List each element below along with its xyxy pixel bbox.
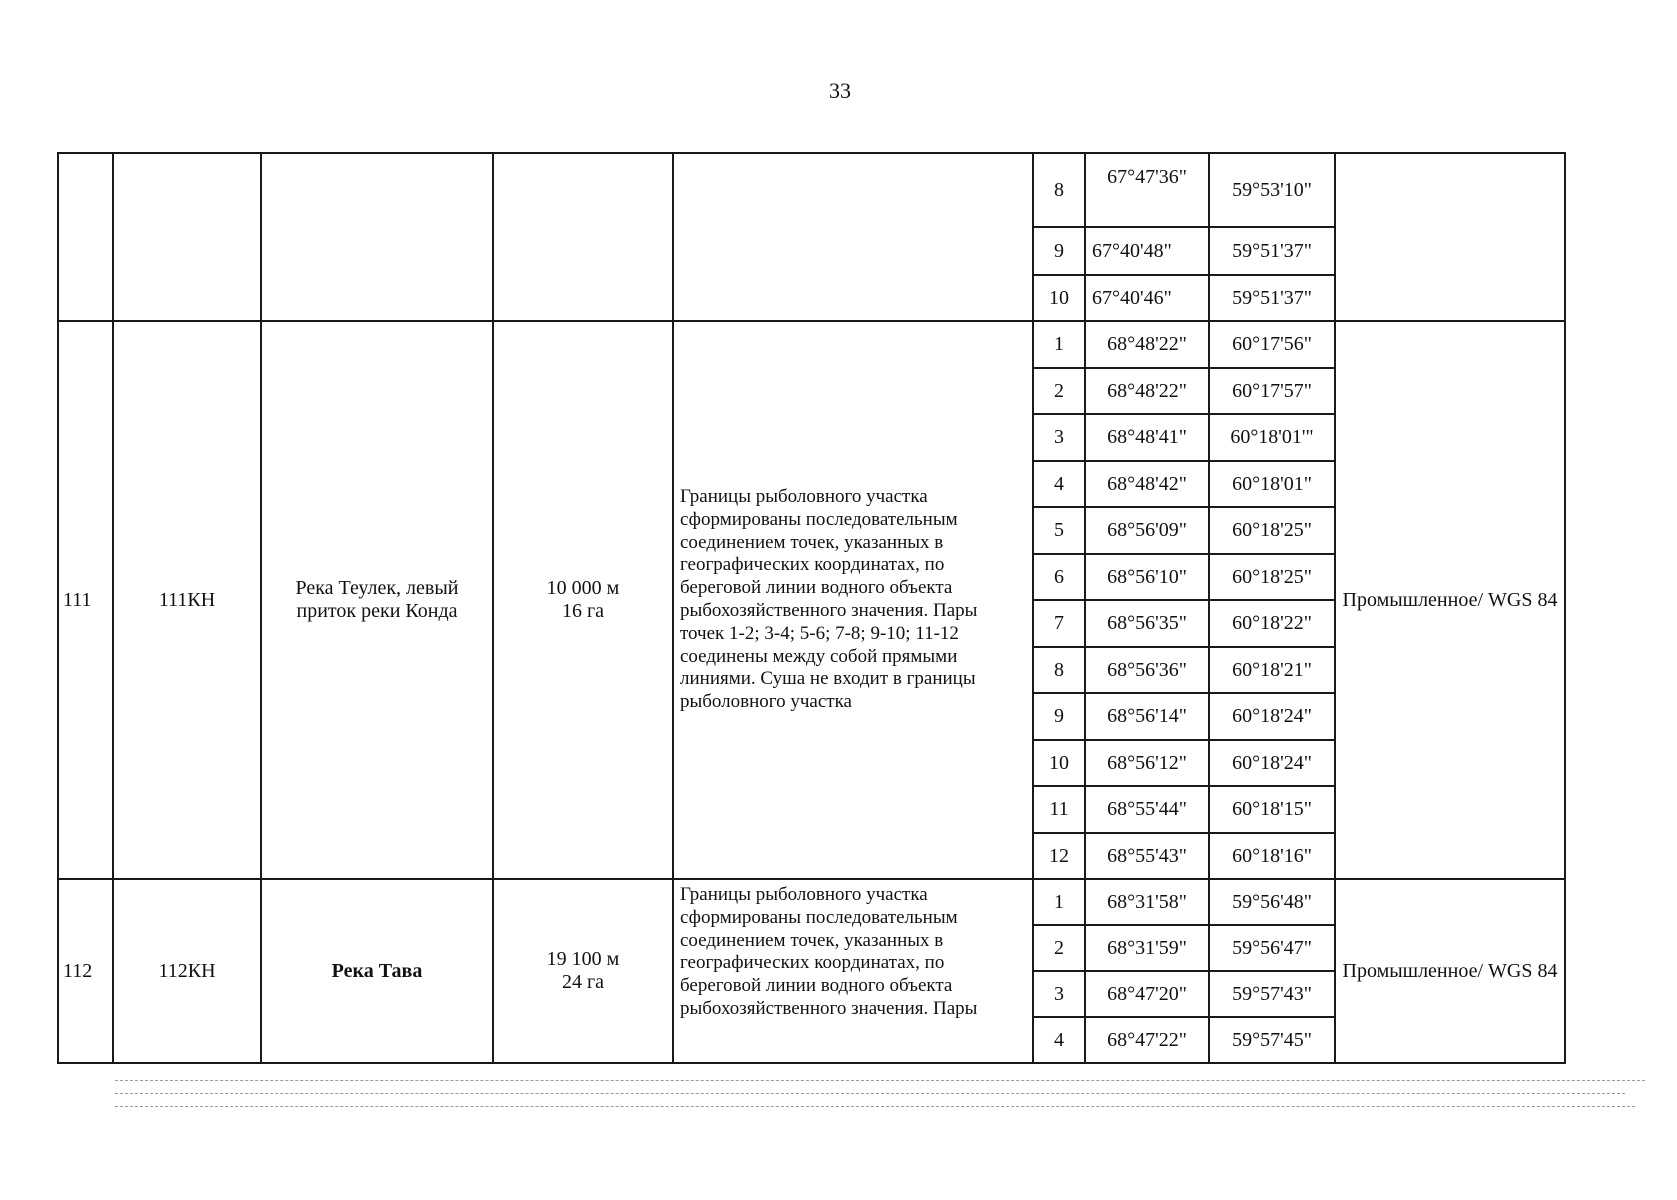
- latitude: 67°40'46": [1085, 275, 1209, 321]
- length-value: 19 100 м: [546, 948, 620, 970]
- table-row: [58, 879, 1565, 925]
- point-number: 2: [1033, 925, 1085, 971]
- longitude: 60°18'25": [1209, 507, 1335, 554]
- longitude: 60°18'15": [1209, 786, 1335, 833]
- water-body-name: Река Теулек, левый приток реки Конда: [261, 321, 493, 879]
- longitude: 60°18'21": [1209, 647, 1335, 693]
- point-number: 10: [1033, 275, 1085, 321]
- area-code: 112КН: [113, 879, 261, 1063]
- longitude: 59°57'45": [1209, 1017, 1335, 1063]
- latitude: 68°48'41": [1085, 414, 1209, 461]
- longitude: 60°18'01'": [1209, 414, 1335, 461]
- size-cell: [493, 321, 673, 879]
- area-code: 111КН: [113, 321, 261, 879]
- point-number: 11: [1033, 786, 1085, 833]
- point-number: 5: [1033, 507, 1085, 554]
- boundary-description: Границы рыболовного участка сформированы последовательным соединением точек, указанных в географических координатах, по береговой линии водного объекта рыбохозяйственного значения. Пары точек 1-2; 3-4; 5-6; 7-8; 9-10; 11-12 соединены между собой прямыми линиями. Суша не входит в границы рыболовного участка: [673, 321, 1033, 879]
- point-number: 8: [1033, 153, 1085, 227]
- latitude: 68°48'22": [1085, 321, 1209, 368]
- longitude: 60°18'25": [1209, 554, 1335, 600]
- cell-empty: [58, 153, 113, 321]
- longitude: 60°18'24": [1209, 740, 1335, 786]
- longitude: 60°18'24": [1209, 693, 1335, 740]
- point-number: 1: [1033, 879, 1085, 925]
- area-value: 16 га: [561, 600, 605, 622]
- point-number: 3: [1033, 414, 1085, 461]
- point-number: 4: [1033, 461, 1085, 507]
- point-number: 1: [1033, 321, 1085, 368]
- purpose-system: Промышленное/ WGS 84: [1335, 321, 1565, 879]
- latitude: 68°48'22": [1085, 368, 1209, 414]
- longitude: 60°17'56": [1209, 321, 1335, 368]
- latitude: 67°40'48": [1085, 227, 1209, 275]
- table-row: [58, 153, 1565, 227]
- point-number: 8: [1033, 647, 1085, 693]
- latitude: 68°55'43": [1085, 833, 1209, 879]
- longitude: 59°51'37": [1209, 227, 1335, 275]
- longitude: 60°18'01": [1209, 461, 1335, 507]
- row-number: 111: [58, 321, 113, 879]
- cell-empty: [493, 153, 673, 321]
- latitude: 68°56'35": [1085, 600, 1209, 647]
- longitude: 59°57'43": [1209, 971, 1335, 1017]
- latitude: 68°47'20": [1085, 971, 1209, 1017]
- fishing-areas-table: [57, 152, 1566, 1064]
- page-number: 33: [829, 78, 851, 103]
- row-number: 112: [58, 879, 113, 1063]
- longitude: 59°56'48": [1209, 879, 1335, 925]
- scan-artifact-line: [115, 1106, 1635, 1107]
- cell-empty: [261, 153, 493, 321]
- point-number: 9: [1033, 693, 1085, 740]
- point-number: 9: [1033, 227, 1085, 275]
- cell-empty: [113, 153, 261, 321]
- purpose-system: Промышленное/ WGS 84: [1335, 879, 1565, 1063]
- longitude: 60°17'57": [1209, 368, 1335, 414]
- cell-empty: [1335, 153, 1565, 321]
- longitude: 59°56'47": [1209, 925, 1335, 971]
- area-value: 24 га: [561, 971, 605, 993]
- latitude: 68°55'44": [1085, 786, 1209, 833]
- latitude: 68°47'22": [1085, 1017, 1209, 1063]
- latitude: 68°56'36": [1085, 647, 1209, 693]
- longitude: 59°51'37": [1209, 275, 1335, 321]
- latitude: 68°56'10": [1085, 554, 1209, 600]
- longitude: 60°18'22": [1209, 600, 1335, 647]
- size-cell: [493, 879, 673, 1063]
- water-body-name: Река Тава: [261, 879, 493, 1063]
- cell-empty: [673, 153, 1033, 321]
- longitude: 60°18'16": [1209, 833, 1335, 879]
- latitude: 68°31'59": [1085, 925, 1209, 971]
- point-number: 10: [1033, 740, 1085, 786]
- latitude: 68°56'12": [1085, 740, 1209, 786]
- scan-artifact-line: [115, 1080, 1645, 1081]
- point-number: 2: [1033, 368, 1085, 414]
- point-number: 12: [1033, 833, 1085, 879]
- latitude: 68°48'42": [1085, 461, 1209, 507]
- point-number: 7: [1033, 600, 1085, 647]
- point-number: 3: [1033, 971, 1085, 1017]
- latitude: 68°56'14": [1085, 693, 1209, 740]
- latitude: 67°47'36": [1085, 153, 1209, 227]
- latitude: 68°31'58": [1085, 879, 1209, 925]
- scan-artifact-line: [115, 1093, 1625, 1094]
- boundary-description: Границы рыболовного участка сформированы последовательным соединением точек, указанных в географических координатах, по береговой линии водного объекта рыбохозяйственного значения. Пары: [673, 879, 1033, 1063]
- point-number: 6: [1033, 554, 1085, 600]
- latitude: 68°56'09": [1085, 507, 1209, 554]
- table-row: [58, 321, 1565, 368]
- point-number: 4: [1033, 1017, 1085, 1063]
- length-value: 10 000 м: [546, 577, 620, 599]
- longitude: 59°53'10": [1209, 153, 1335, 227]
